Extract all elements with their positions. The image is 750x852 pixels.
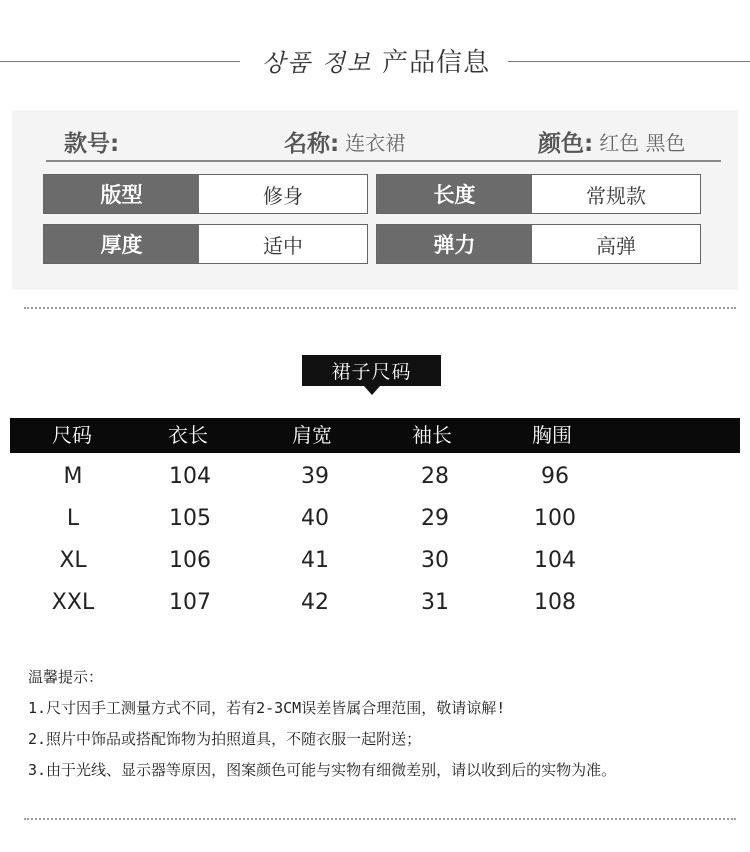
dotted-divider-bottom (24, 818, 736, 820)
cell-shoulder: 39 (301, 464, 329, 489)
tips-section (28, 665, 738, 789)
header-bust: 胸围 (532, 423, 572, 447)
title-line-left (0, 61, 240, 62)
tip-item: 2.照片中饰品或搭配饰物为拍照道具，不随衣服一起附送； (28, 730, 422, 748)
cell-sleeve: 28 (421, 464, 449, 489)
attribute-key: 弹力 (377, 225, 532, 263)
table-row (10, 541, 740, 581)
cell-shoulder: 42 (301, 590, 329, 615)
table-row (10, 499, 740, 539)
table-row (10, 583, 740, 623)
attribute-elasticity (376, 224, 701, 264)
attribute-value: 适中 (263, 233, 303, 258)
cell-length: 106 (169, 548, 211, 573)
attribute-fit (43, 174, 368, 214)
cell-shoulder: 41 (301, 548, 329, 573)
section-title (250, 42, 502, 78)
header-length: 衣长 (168, 423, 208, 447)
header-size: 尺码 (52, 423, 92, 447)
cell-length: 104 (169, 464, 211, 489)
tips-title: 温馨提示： (28, 668, 104, 686)
dotted-divider-top (24, 307, 736, 309)
size-badge-arrow (364, 386, 380, 395)
attribute-key: 厚度 (44, 225, 199, 263)
cell-bust: 100 (534, 506, 576, 531)
cell-bust: 108 (534, 590, 576, 615)
tip-item: 3.由于光线、显示器等原因，图案颜色可能与实物有细微差别，请以收到后的实物为准。 (28, 761, 617, 779)
title-korean: 상품 정보 (261, 48, 373, 77)
attribute-key: 长度 (377, 175, 532, 213)
attribute-value: 高弹 (596, 233, 636, 258)
cell-sleeve: 30 (421, 548, 449, 573)
style-no (64, 124, 125, 158)
cell-bust: 104 (534, 548, 576, 573)
attribute-value: 常规款 (586, 183, 646, 208)
tip-item: 1.尺寸因手工测量方式不同，若有2-3CM误差皆属合理范围，敬请谅解! (28, 699, 506, 717)
product-color-value: 红色 黑色 (599, 130, 686, 155)
product-name-value: 连衣裙 (345, 130, 406, 155)
cell-size: M (63, 464, 83, 489)
cell-shoulder: 40 (301, 506, 329, 531)
table-row (10, 457, 740, 497)
attribute-value: 修身 (263, 183, 303, 208)
size-table-header (10, 418, 740, 453)
product-color-label: 颜色: (538, 130, 594, 157)
cell-length: 105 (169, 506, 211, 531)
title-line-right (508, 61, 750, 62)
attribute-thickness (43, 224, 368, 264)
header-sleeve: 袖长 (412, 423, 452, 447)
attribute-key: 版型 (44, 175, 199, 213)
product-info-panel (12, 110, 738, 290)
cell-sleeve: 29 (421, 506, 449, 531)
cell-size: L (66, 506, 80, 531)
attribute-length (376, 174, 701, 214)
product-name (284, 124, 405, 158)
cell-size: XL (59, 548, 87, 573)
info-row (46, 124, 721, 162)
product-color (538, 124, 686, 158)
header-shoulder: 肩宽 (292, 423, 332, 447)
title-chinese: 产品信息 (382, 47, 491, 78)
cell-bust: 96 (541, 464, 569, 489)
style-no-label: 款号: (64, 130, 120, 157)
product-name-label: 名称: (284, 130, 340, 157)
cell-length: 107 (169, 590, 211, 615)
cell-sleeve: 31 (421, 590, 449, 615)
size-badge: 裙子尺码 (302, 355, 441, 386)
cell-size: XXL (51, 590, 95, 615)
